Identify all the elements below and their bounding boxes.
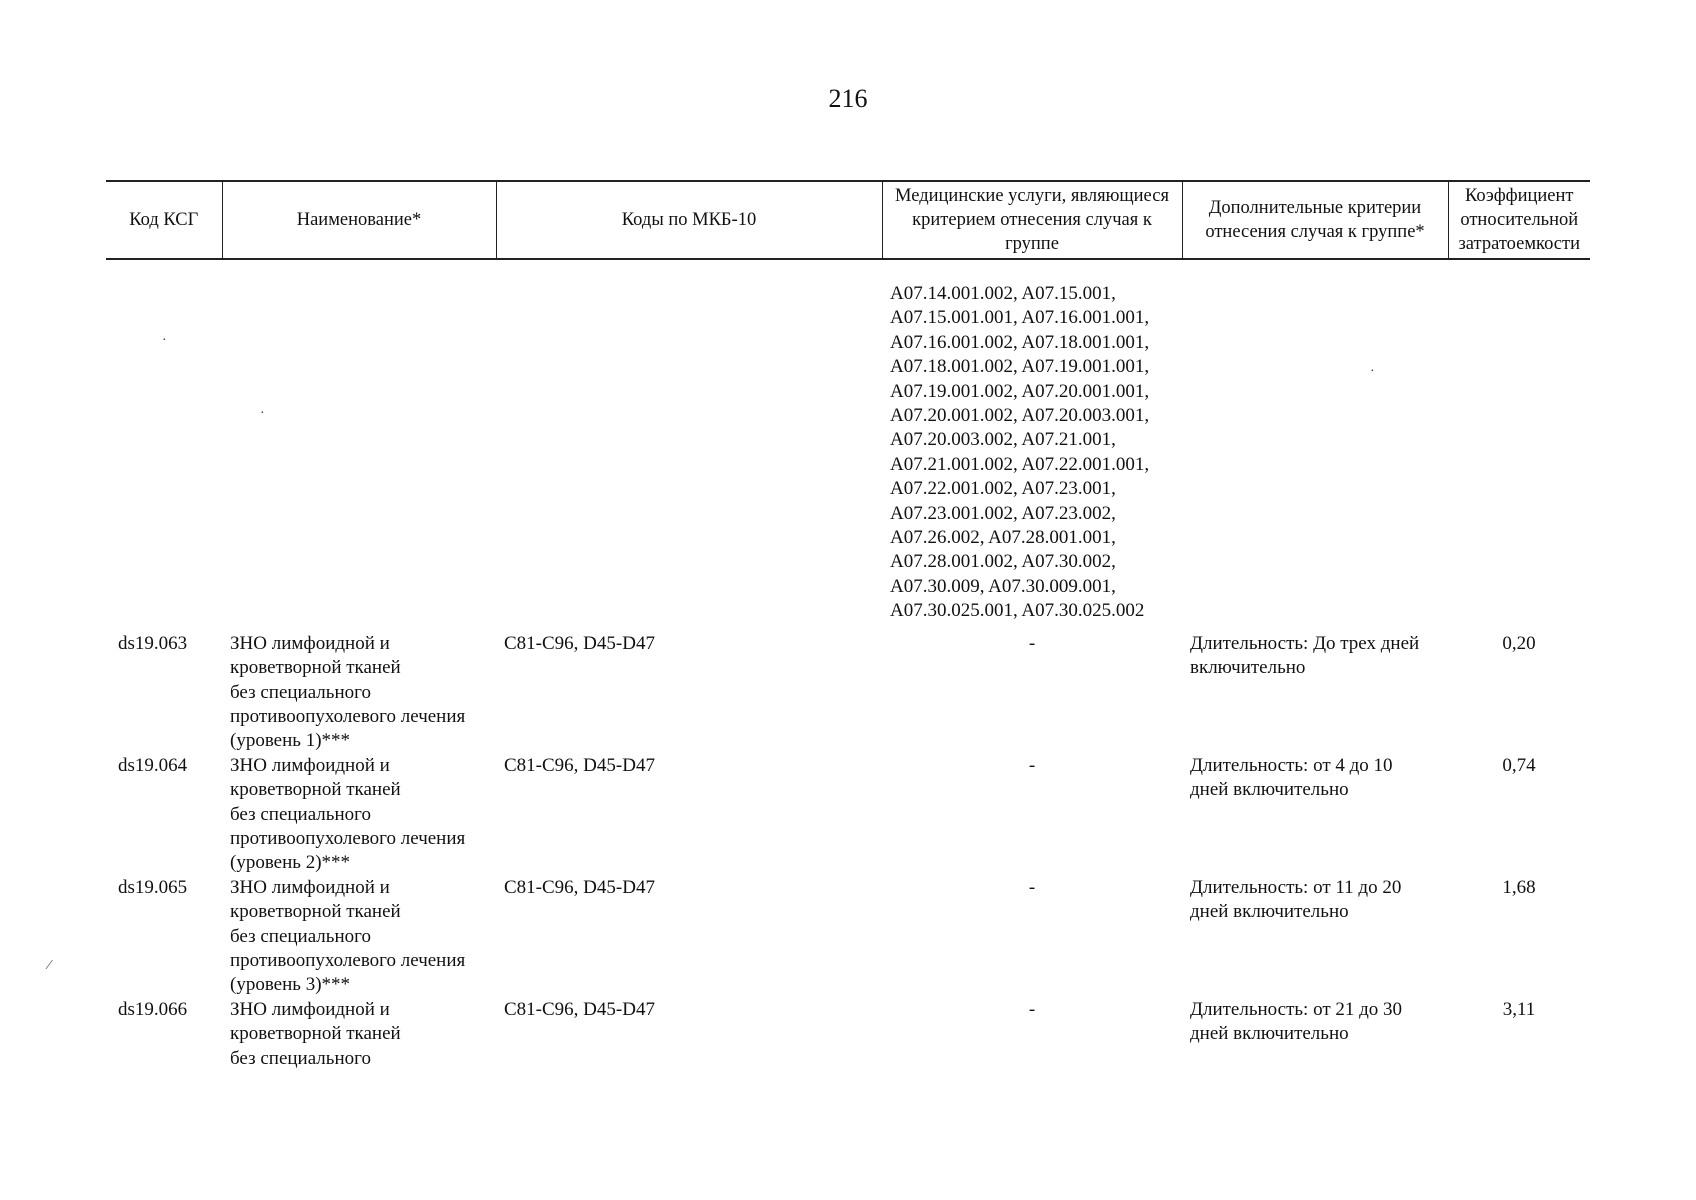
icd10-codes: C81-C96, D45-D47	[504, 632, 655, 654]
scan-speck: ·	[260, 406, 265, 421]
additional-criteria	[1182, 632, 1448, 754]
cost-coefficient: 1,68	[1502, 876, 1536, 898]
scan-speck: ⁄	[48, 958, 51, 973]
group-name	[222, 876, 496, 998]
criteria-line: дней включительно	[1190, 1023, 1349, 1045]
medical-services: -	[1028, 632, 1036, 654]
service-line: A07.14.001.002, A07.15.001,	[890, 283, 1116, 304]
table-row	[106, 632, 1590, 754]
ksg-code: ds19.063	[118, 632, 188, 654]
medical-services: -	[1028, 876, 1036, 898]
name-line: противоопухолевого лечения	[230, 705, 466, 727]
header-ksg-code: Код КСГ	[129, 210, 199, 230]
name-line: ЗНО лимфоидной и	[230, 754, 390, 776]
icd10-codes: C81-C96, D45-D47	[504, 876, 655, 898]
header-cost-coefficient: Коэффициент относительной затратоемкости	[1448, 181, 1590, 259]
continuation-row	[106, 259, 1590, 632]
ksg-table	[106, 180, 1590, 1071]
table-row	[106, 754, 1590, 876]
page-number: 216	[828, 84, 868, 113]
service-line: A07.22.001.002, A07.23.001,	[890, 478, 1116, 500]
name-line: кроветворной тканей	[230, 1023, 401, 1045]
service-line: A07.26.002, A07.28.001.001,	[890, 527, 1116, 549]
name-line: противоопухолевого лечения	[230, 949, 466, 971]
name-line: без специального	[230, 803, 371, 825]
service-line: A07.23.001.002, A07.23.002,	[890, 502, 1116, 524]
service-line: A07.19.001.002, A07.20.001.001,	[890, 380, 1150, 402]
criteria-line: дней включительно	[1190, 901, 1349, 923]
icd10-codes: C81-C96, D45-D47	[504, 754, 655, 776]
service-line: A07.15.001.001, A07.16.001.001,	[890, 307, 1150, 329]
cost-coefficient: 0,74	[1502, 754, 1536, 776]
table-row	[106, 876, 1590, 998]
ksg-code: ds19.065	[118, 876, 188, 898]
additional-criteria	[1182, 998, 1448, 1071]
additional-criteria	[1182, 754, 1448, 876]
service-line: A07.20.001.002, A07.20.003.001,	[890, 405, 1150, 427]
cost-coefficient: 3,11	[1502, 998, 1536, 1020]
group-name	[222, 754, 496, 876]
criteria-line: дней включительно	[1190, 779, 1349, 801]
header-medical-services: Медицинские услуги, являющиеся критерием отнесения случая к группе	[882, 181, 1182, 259]
scan-speck: ·	[1370, 364, 1375, 379]
criteria-line: включительно	[1190, 657, 1306, 679]
name-line: (уровень 3)***	[230, 974, 351, 996]
service-line: A07.16.001.002, A07.18.001.001,	[890, 331, 1150, 353]
header-additional-criteria: Дополнительные критерии отнесения случая к группе*	[1182, 181, 1448, 259]
service-line: A07.30.009, A07.30.009.001,	[890, 575, 1116, 597]
icd10-codes: C81-C96, D45-D47	[504, 998, 655, 1020]
name-line: ЗНО лимфоидной и	[230, 998, 390, 1020]
additional-criteria	[1182, 876, 1448, 998]
criteria-line: Длительность: от 21 до 30	[1190, 998, 1403, 1020]
name-line: без специального	[230, 925, 371, 947]
medical-services: -	[1028, 998, 1036, 1020]
ksg-code: ds19.064	[118, 754, 188, 776]
header-icd10-codes: Коды по МКБ-10	[496, 181, 882, 259]
continued-services-list	[882, 259, 1182, 632]
ksg-code: ds19.066	[118, 998, 188, 1020]
name-line: кроветворной тканей	[230, 779, 401, 801]
name-line: кроветворной тканей	[230, 901, 401, 923]
group-name	[222, 632, 496, 754]
service-line: A07.28.001.002, A07.30.002,	[890, 551, 1116, 573]
name-line: без специального	[230, 681, 371, 703]
name-line: ЗНО лимфоидной и	[230, 632, 390, 654]
table-row	[106, 998, 1590, 1071]
name-line: (уровень 2)***	[230, 852, 351, 874]
name-line: без специального	[230, 1047, 371, 1069]
group-name	[222, 998, 496, 1071]
service-line: A07.21.001.002, A07.22.001.001,	[890, 453, 1150, 475]
cost-coefficient: 0,20	[1502, 632, 1536, 654]
name-line: ЗНО лимфоидной и	[230, 876, 390, 898]
service-line: A07.30.025.001, A07.30.025.002	[890, 600, 1145, 622]
criteria-line: Длительность: от 11 до 20	[1190, 876, 1402, 898]
service-line: A07.18.001.002, A07.19.001.001,	[890, 356, 1150, 378]
header-name: Наименование*	[222, 181, 496, 259]
criteria-line: Длительность: До трех дней	[1190, 632, 1420, 654]
name-line: (уровень 1)***	[230, 730, 351, 752]
name-line: противоопухолевого лечения	[230, 827, 466, 849]
scan-speck: ·	[162, 333, 167, 348]
header-row	[106, 181, 1590, 259]
service-line: A07.20.003.002, A07.21.001,	[890, 429, 1116, 451]
name-line: кроветворной тканей	[230, 657, 401, 679]
medical-services: -	[1028, 754, 1036, 776]
criteria-line: Длительность: от 4 до 10	[1190, 754, 1393, 776]
